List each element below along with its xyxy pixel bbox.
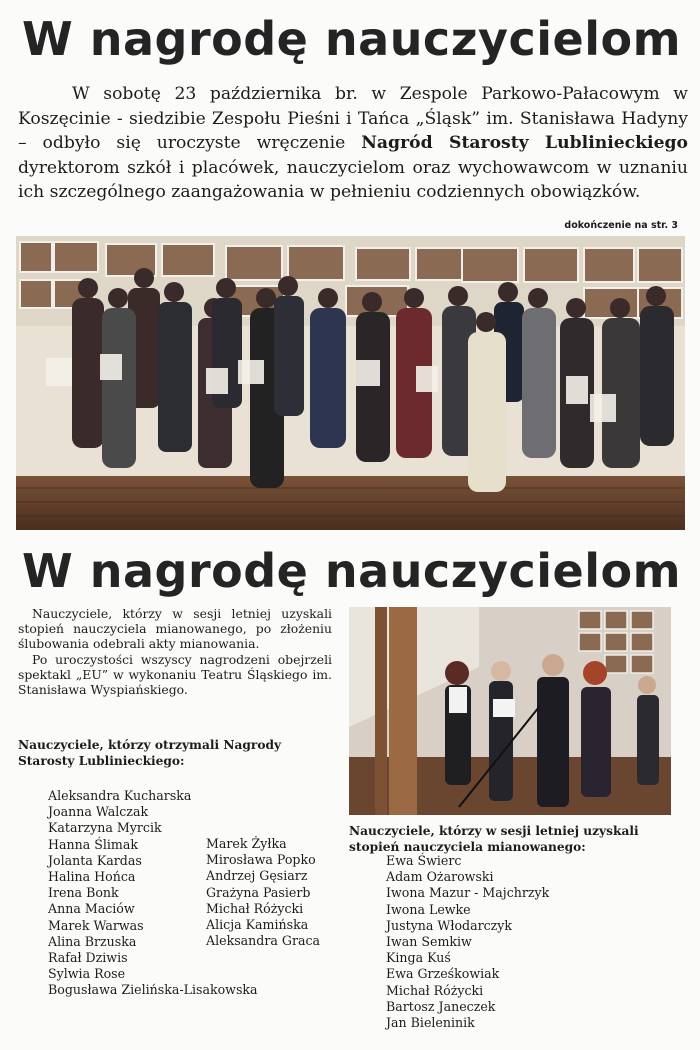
list-item: Hanna Ślimak xyxy=(48,836,138,852)
list-item: Jan Bieleninik xyxy=(386,1015,475,1031)
ceremony-photo-illustration xyxy=(349,607,671,815)
list-item: Sylwia Rose xyxy=(48,966,126,982)
body-paragraph-1: Nauczyciele, którzy w sesji letniej uzyskali stopień nauczyciela mianowanego, po złożeniu ślubowania odebrali akty mianowania. xyxy=(18,606,332,652)
body-paragraph-2: Po uroczystości wszyscy nagrodzeni obejrzeli spektakl „EU” w wykonaniu Teatru Śląskiego im. Stanisława Wyspiańskiego. xyxy=(18,651,332,698)
list-item: Marek Warwas xyxy=(48,917,144,933)
continuation-note: dokończenie na str. 3 xyxy=(564,220,678,231)
lead-bold: Nagród Starosty Lublinieckiego xyxy=(361,133,688,153)
group-photo xyxy=(16,236,685,530)
list-item: Iwona Mazur - Majchrzyk xyxy=(386,885,550,901)
list-item: Adam Ożarowski xyxy=(386,869,494,885)
list-item: Michał Różycki xyxy=(206,900,304,916)
list-item: Bogusława Zielińska-Lisakowska xyxy=(48,982,258,998)
lead-text-1: W sobotę 23 października br. w Zespole Parkowo-Pałacowym w Koszęcinie - siedzibie Zespołu Pieśni i Tańca „Śląsk” im. Stanisława Hadyny – odbyło się uroczyste wręczenie xyxy=(18,84,688,153)
list-item: Marek Żyłka xyxy=(206,836,287,851)
list-item: Ewa Grześkowiak xyxy=(386,966,500,982)
appointed-list xyxy=(386,853,549,1031)
list-item: Jolanta Kardas xyxy=(48,852,142,868)
list-item: Justyna Włodarczyk xyxy=(386,917,513,933)
headline-bottom: W nagrodę nauczycielom xyxy=(22,544,681,598)
list-item: Ewa Świerc xyxy=(386,853,462,868)
list-item: Kinga Kuś xyxy=(386,950,451,966)
appointed-heading: Nauczyciele, którzy w sesji letniej uzyskali stopień nauczyciela mianowanego: xyxy=(349,824,639,854)
list-item: Anna Maciów xyxy=(48,901,135,917)
body-text xyxy=(18,606,332,697)
list-item: Mirosława Popko xyxy=(206,852,316,868)
list-item: Andrzej Gęsiarz xyxy=(206,868,308,884)
headline-top: W nagrodę nauczycielom xyxy=(22,12,681,66)
group-photo-illustration xyxy=(16,236,685,530)
list-item: Alina Brzuska xyxy=(48,933,137,949)
ceremony-photo xyxy=(349,607,671,815)
list-item: Iwan Semkiw xyxy=(386,934,472,950)
list-item: Bartosz Janeczek xyxy=(386,998,496,1014)
list-item: Irena Bonk xyxy=(48,885,119,901)
list-item: Joanna Walczak xyxy=(48,804,149,820)
list-item: Aleksandra Graca xyxy=(206,933,321,949)
lead-text-2: dyrektorom szkół i placówek, nauczycielom oraz wychowawcom w uznaniu ich szczególnego zaangażowania w pełnieniu codziennych obowiązków. xyxy=(18,157,688,202)
list-item: Grażyna Pasierb xyxy=(206,884,311,900)
list-item: Michał Różycki xyxy=(386,982,484,998)
lead-paragraph xyxy=(18,82,688,205)
list-item: Alicja Kamińska xyxy=(206,917,309,933)
list-item: Aleksandra Kucharska xyxy=(48,788,192,803)
list-item: Halina Hońca xyxy=(48,869,136,885)
awards-list-col-2 xyxy=(206,836,320,949)
awards-heading: Nauczyciele, którzy otrzymali Nagrody Starosty Lublinieckiego: xyxy=(18,738,282,768)
list-item: Katarzyna Myrcik xyxy=(48,820,162,836)
list-item: Iwona Lewke xyxy=(386,901,471,917)
list-item: Rafał Dziwis xyxy=(48,950,128,966)
